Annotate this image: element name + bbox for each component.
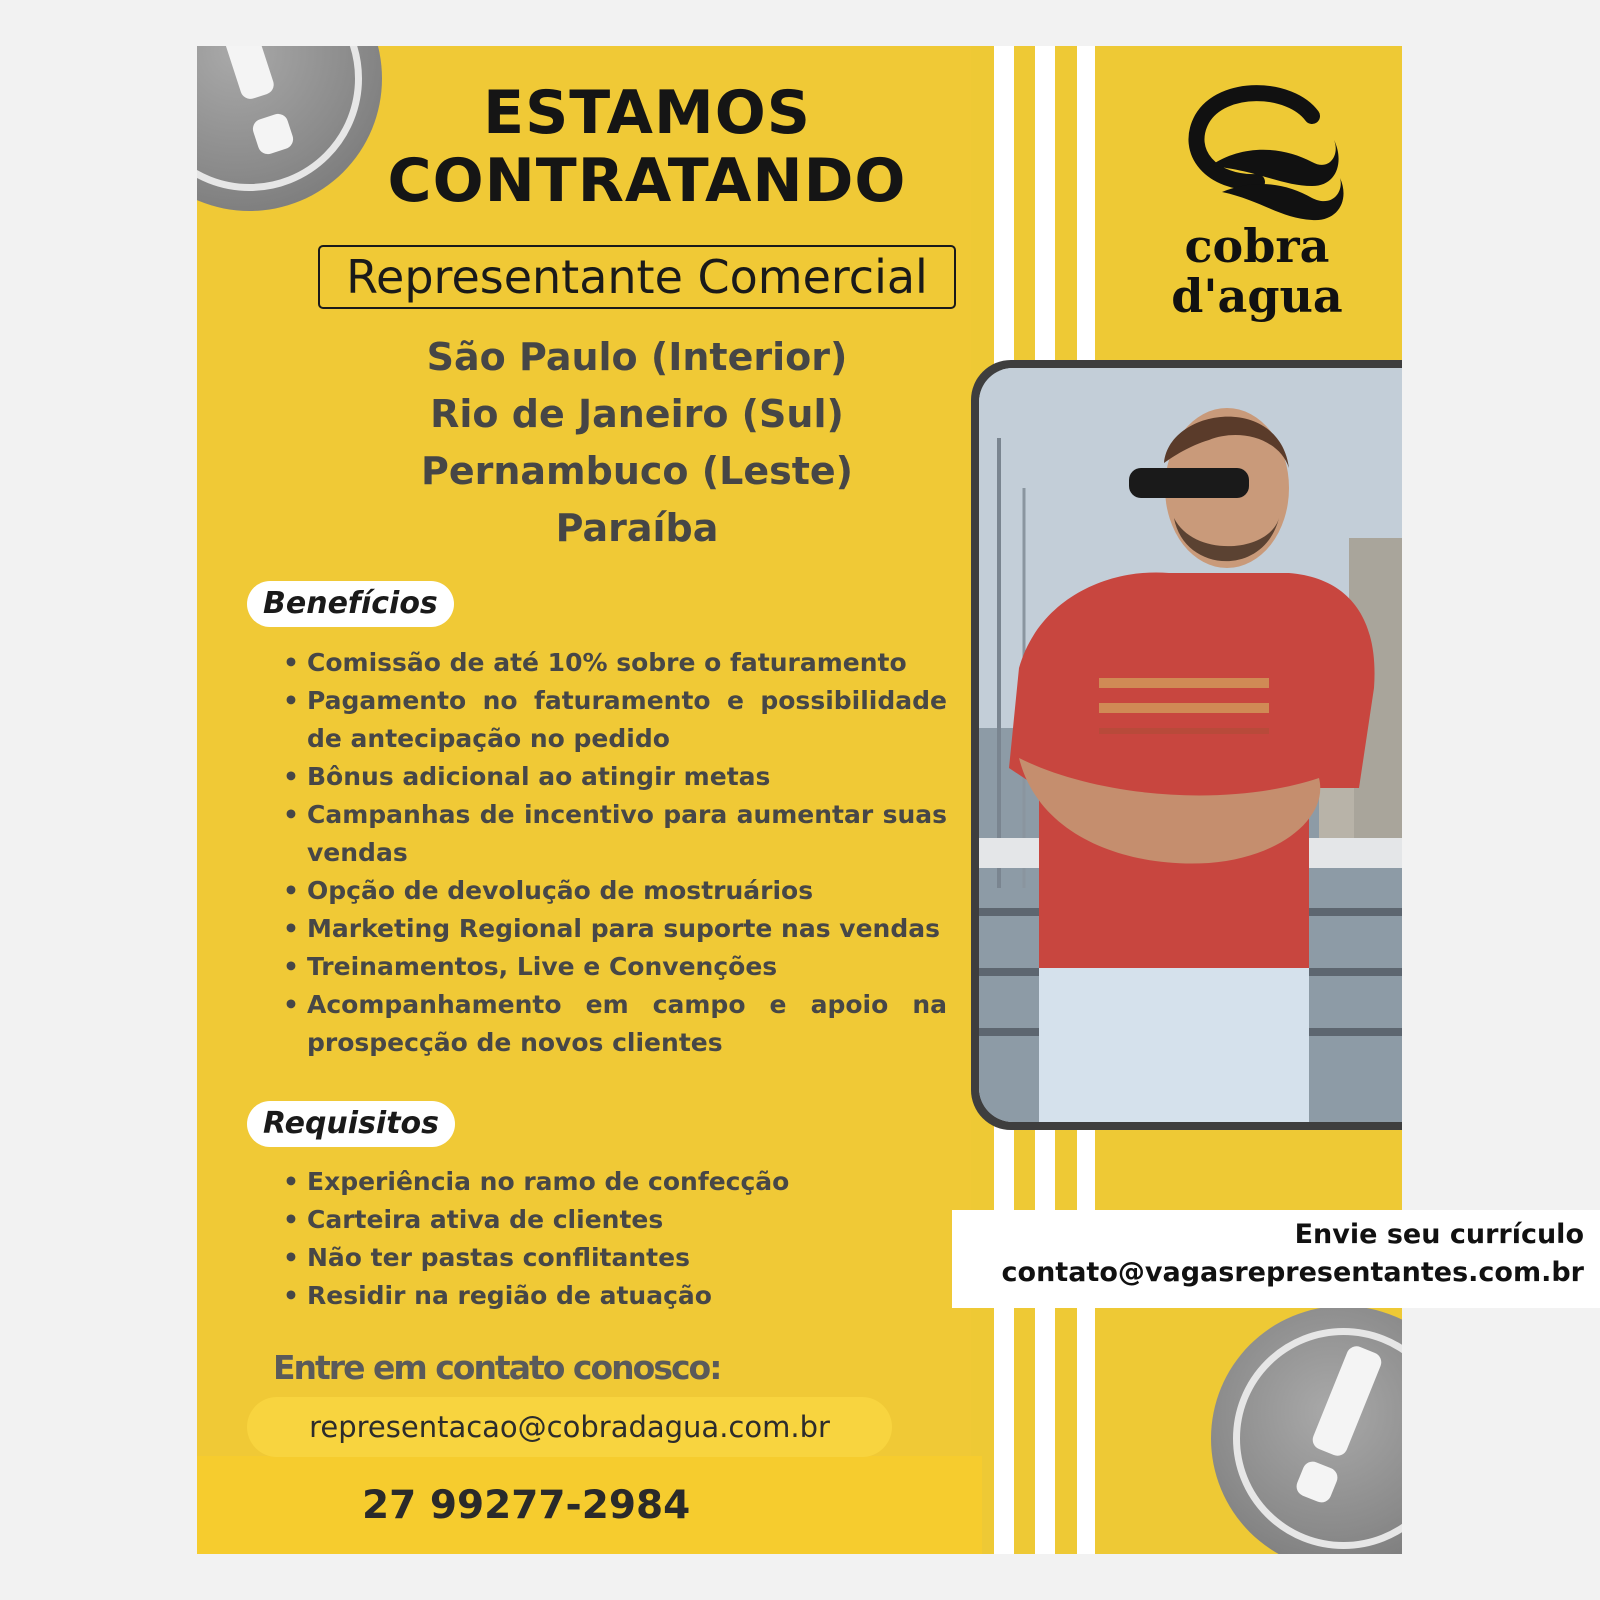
region-item: Rio de Janeiro (Sul)	[430, 392, 844, 436]
requirement-item: • Experiência no ramo de confecção	[307, 1163, 947, 1201]
benefit-item: • Marketing Regional para suporte nas vendas	[307, 910, 947, 948]
benefits-heading: Benefícios	[247, 581, 454, 627]
regions-list	[287, 329, 987, 557]
region-item: São Paulo (Interior)	[426, 335, 848, 379]
model-photo-illustration	[979, 368, 1402, 1122]
cv-submission-box	[952, 1210, 1600, 1308]
benefit-item: • Bônus adicional ao atingir metas	[307, 758, 947, 796]
contact-email-link[interactable]: representacao@cobradagua.com.br	[247, 1397, 892, 1457]
requirement-item: • Residir na região de atuação	[307, 1277, 947, 1315]
requirements-list	[307, 1163, 947, 1315]
headline-line2: CONTRATANDO	[387, 146, 907, 216]
benefit-item: • Pagamento no faturamento e possibilidade de antecipação no pedido	[307, 682, 947, 758]
requirement-item: • Não ter pastas conflitantes	[307, 1239, 947, 1277]
benefit-item: • Campanhas de incentivo para aumentar suas vendas	[307, 796, 947, 872]
cv-instruction: Envie seu currículo	[1294, 1219, 1584, 1250]
requirements-heading: Requisitos	[247, 1101, 455, 1147]
benefit-item: • Acompanhamento em campo e apoio na prospecção de novos clientes	[307, 986, 947, 1062]
brand-name	[1162, 221, 1352, 321]
contact-phone: 27 99277-2984	[362, 1483, 691, 1528]
region-item: Pernambuco (Leste)	[420, 449, 854, 493]
benefits-list	[307, 644, 947, 1062]
headline-line1: ESTAMOS	[483, 78, 811, 148]
cv-email-link[interactable]: contato@vagasrepresentantes.com.br	[1001, 1257, 1584, 1288]
exclamation-badge-icon	[1211, 1306, 1402, 1554]
brand-name-line1: cobra	[1184, 219, 1330, 273]
model-photo	[979, 368, 1402, 1122]
region-item: Paraíba	[555, 506, 719, 550]
cobra-dagua-logo-icon	[1162, 74, 1372, 234]
role-title: Representante Comercial	[318, 245, 956, 309]
benefit-item: • Comissão de até 10% sobre o faturamento	[307, 644, 947, 682]
benefit-item: • Opção de devolução de mostruários	[307, 872, 947, 910]
brand-name-line2: d'agua	[1171, 269, 1343, 323]
hiring-poster	[197, 46, 1402, 1554]
contact-heading: Entre em contato conosco:	[273, 1348, 721, 1387]
requirement-item: • Carteira ativa de clientes	[307, 1201, 947, 1239]
benefit-item: • Treinamentos, Live e Convenções	[307, 948, 947, 986]
